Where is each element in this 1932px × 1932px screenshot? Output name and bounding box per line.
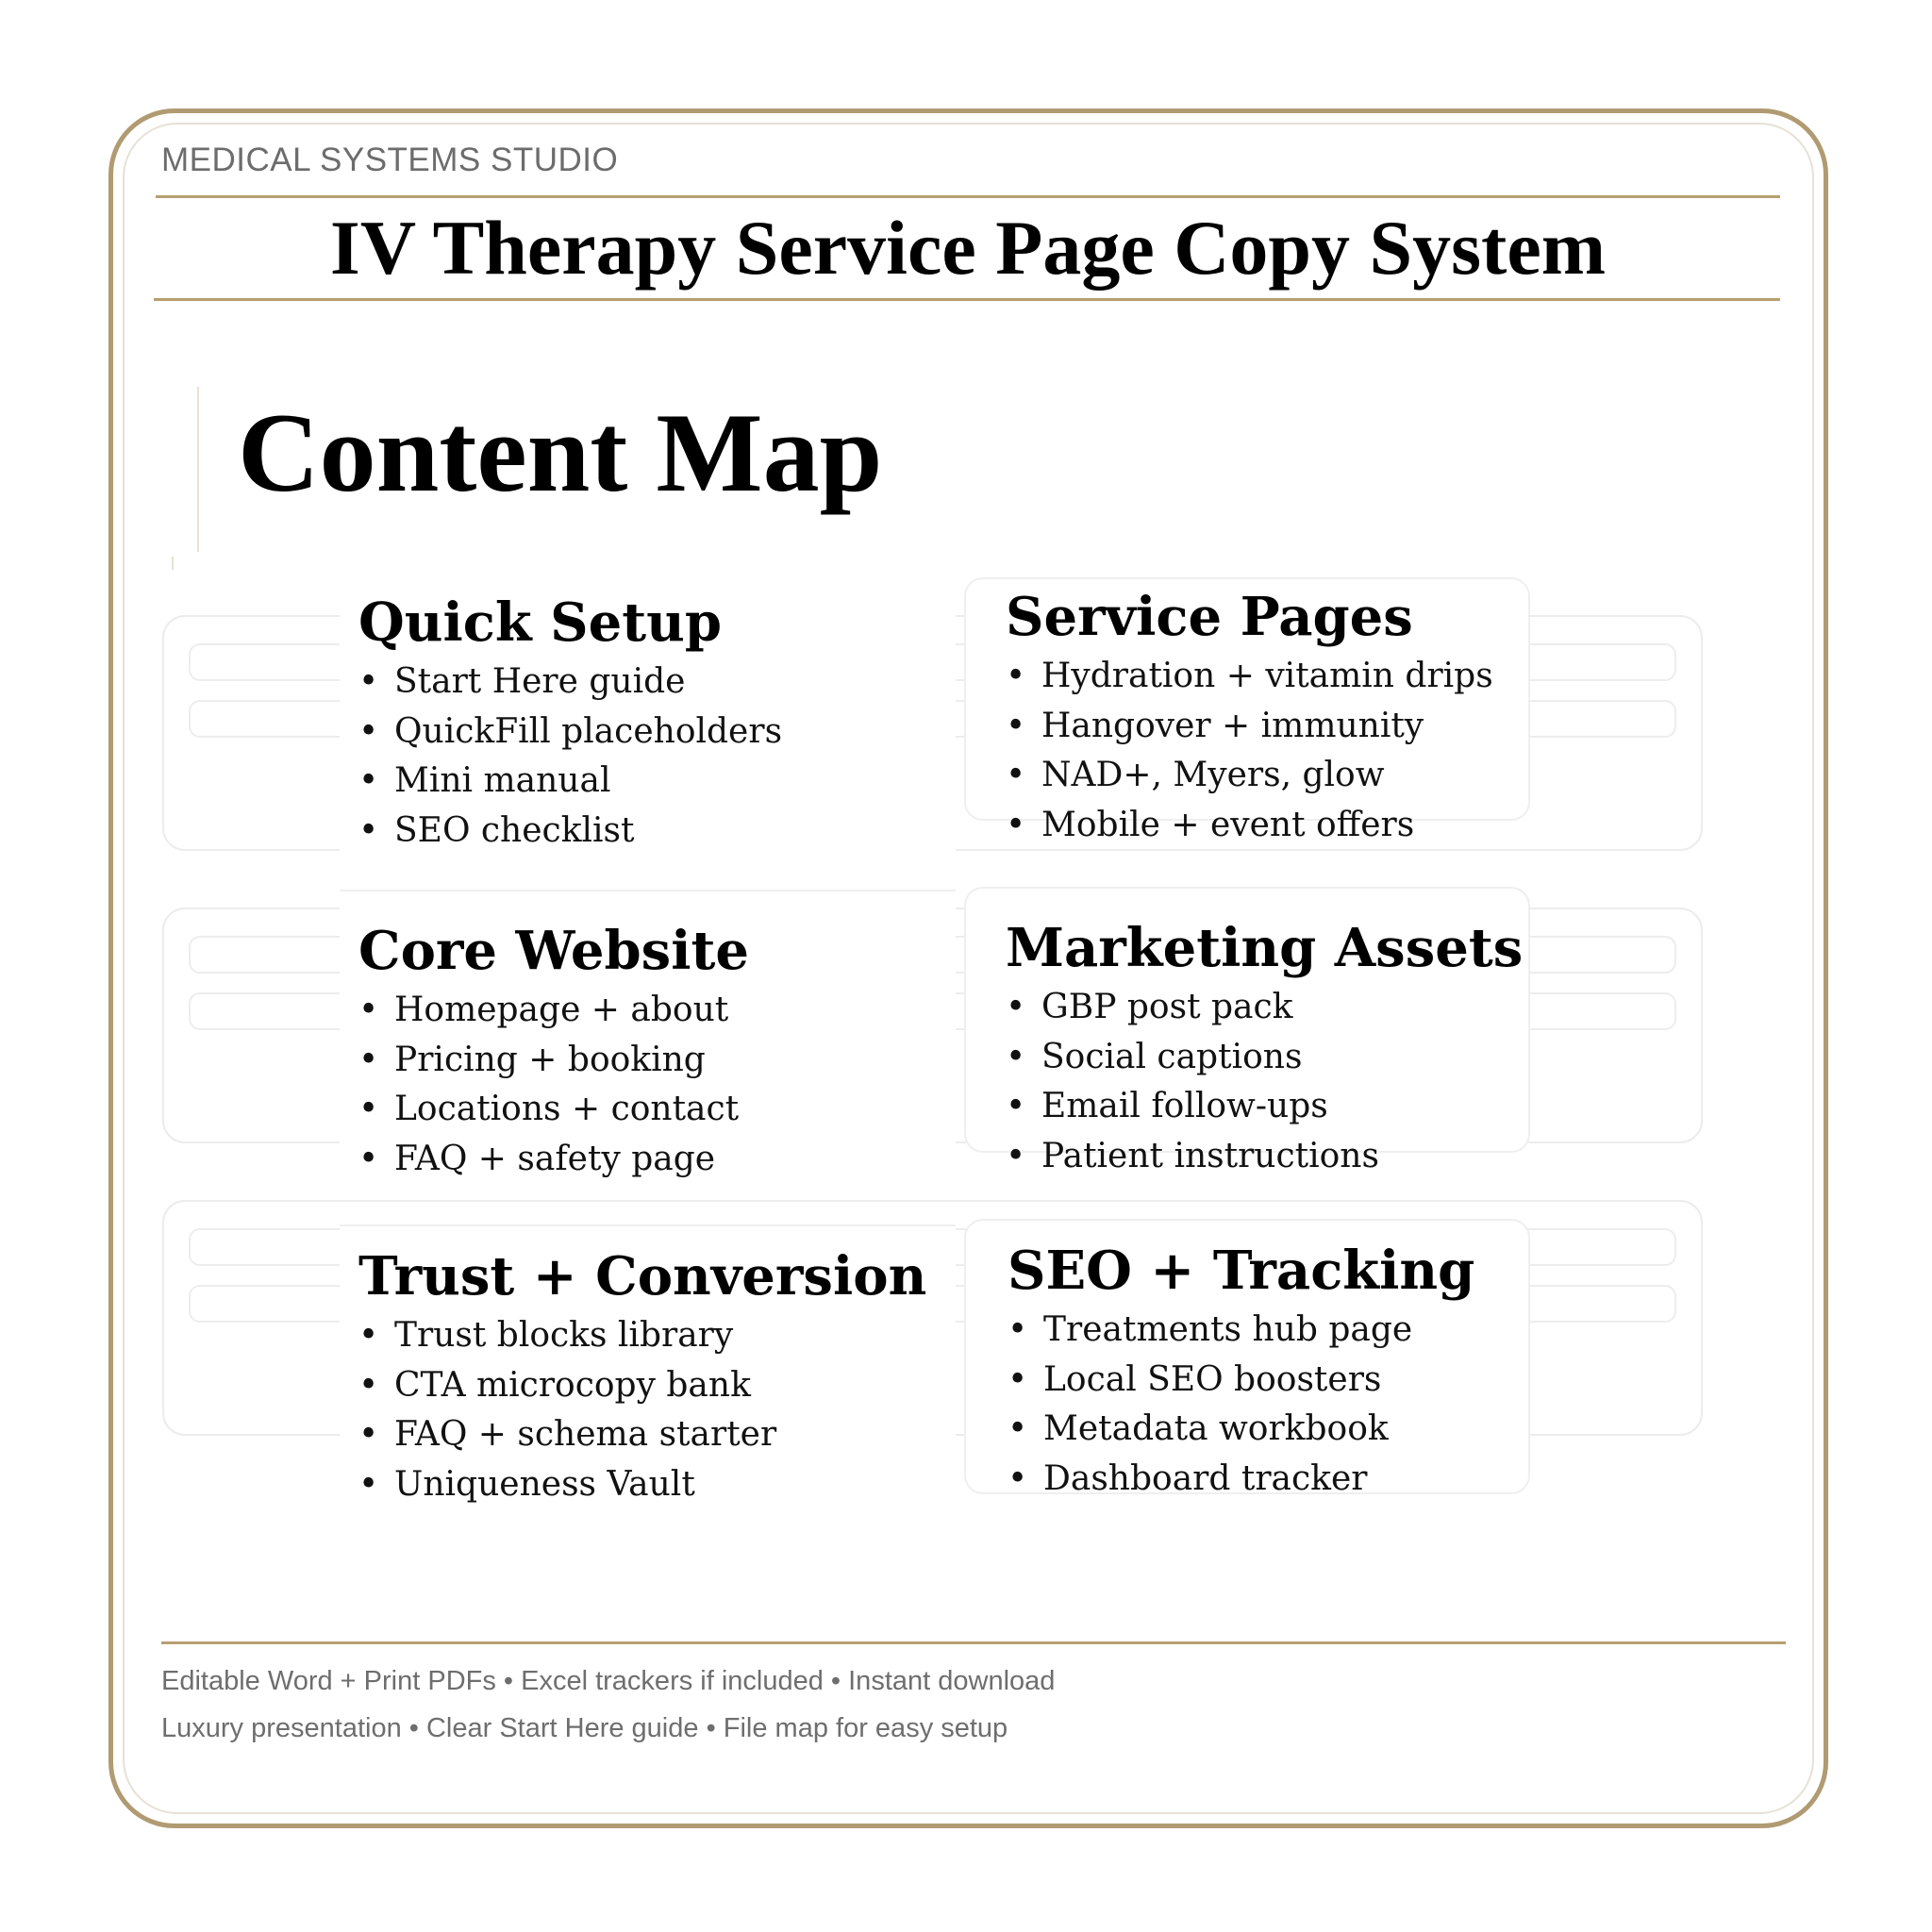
section-accent-bar: [197, 387, 199, 552]
list-item: • GBP post pack: [1006, 983, 1523, 1033]
list-item: • Start Here guide: [358, 658, 782, 708]
list-item: • FAQ + schema starter: [358, 1410, 926, 1460]
card-quick-setup: [340, 580, 956, 863]
card-title: Marketing Assets: [1006, 917, 1524, 979]
footer-rule: [161, 1641, 1786, 1644]
footer-line-1: Editable Word + Print PDFs • Excel trackers if included • Instant download: [161, 1666, 1056, 1696]
card-title: SEO + Tracking: [1008, 1240, 1475, 1302]
list-item: • Uniqueness Vault: [358, 1460, 926, 1510]
card-service-pages: [964, 577, 1530, 844]
brand-label: MEDICAL SYSTEMS STUDIO: [161, 142, 619, 178]
list-item: • Locations + contact: [358, 1085, 749, 1135]
card-seo-tracking: [964, 1219, 1530, 1498]
list-item: • QuickFill placeholders: [358, 708, 782, 758]
list-item: • Dashboard tracker: [1008, 1455, 1474, 1505]
card-list: [1006, 983, 1523, 1181]
card-title: Service Pages: [1006, 586, 1413, 648]
list-item: • FAQ + safety page: [358, 1135, 749, 1185]
list-item: • CTA microcopy bank: [358, 1361, 926, 1411]
card-list: [1006, 652, 1493, 850]
card-list: [358, 1311, 926, 1509]
footer-line-2: Luxury presentation • Clear Start Here guide • File map for easy setup: [161, 1713, 1008, 1743]
list-item: • NAD+, Myers, glow: [1006, 751, 1493, 801]
card-core-website: [340, 890, 956, 1178]
list-item: • Local SEO boosters: [1008, 1356, 1474, 1406]
card-trust-conversion: [340, 1224, 956, 1538]
list-item: • Social captions: [1006, 1033, 1523, 1083]
card-list: [358, 986, 749, 1184]
document-title: IV Therapy Service Page Copy System: [329, 205, 1607, 291]
section-accent-tick: [172, 557, 174, 570]
list-item: • Homepage + about: [358, 986, 749, 1036]
card-list: [358, 658, 782, 856]
list-item: • Mobile + event offers: [1006, 801, 1493, 851]
card-title: Trust + Conversion: [358, 1245, 927, 1307]
card-title: Quick Setup: [358, 591, 722, 654]
list-item: • Hydration + vitamin drips: [1006, 652, 1493, 702]
list-item: • Pricing + booking: [358, 1036, 749, 1086]
list-item: • Metadata workbook: [1008, 1405, 1474, 1455]
card-list: [1008, 1306, 1474, 1504]
list-item: • Mini manual: [358, 757, 782, 807]
card-marketing-assets: [964, 887, 1530, 1175]
list-item: • SEO checklist: [358, 807, 782, 857]
list-item: • Hangover + immunity: [1006, 702, 1493, 752]
list-item: • Treatments hub page: [1008, 1306, 1474, 1356]
header-rule-bottom: [154, 298, 1780, 301]
list-item: • Trust blocks library: [358, 1311, 926, 1361]
list-item: • Email follow-ups: [1006, 1082, 1523, 1132]
card-title: Core Website: [358, 920, 749, 982]
list-item: • Patient instructions: [1006, 1132, 1523, 1182]
section-title: Content Map: [238, 390, 883, 515]
